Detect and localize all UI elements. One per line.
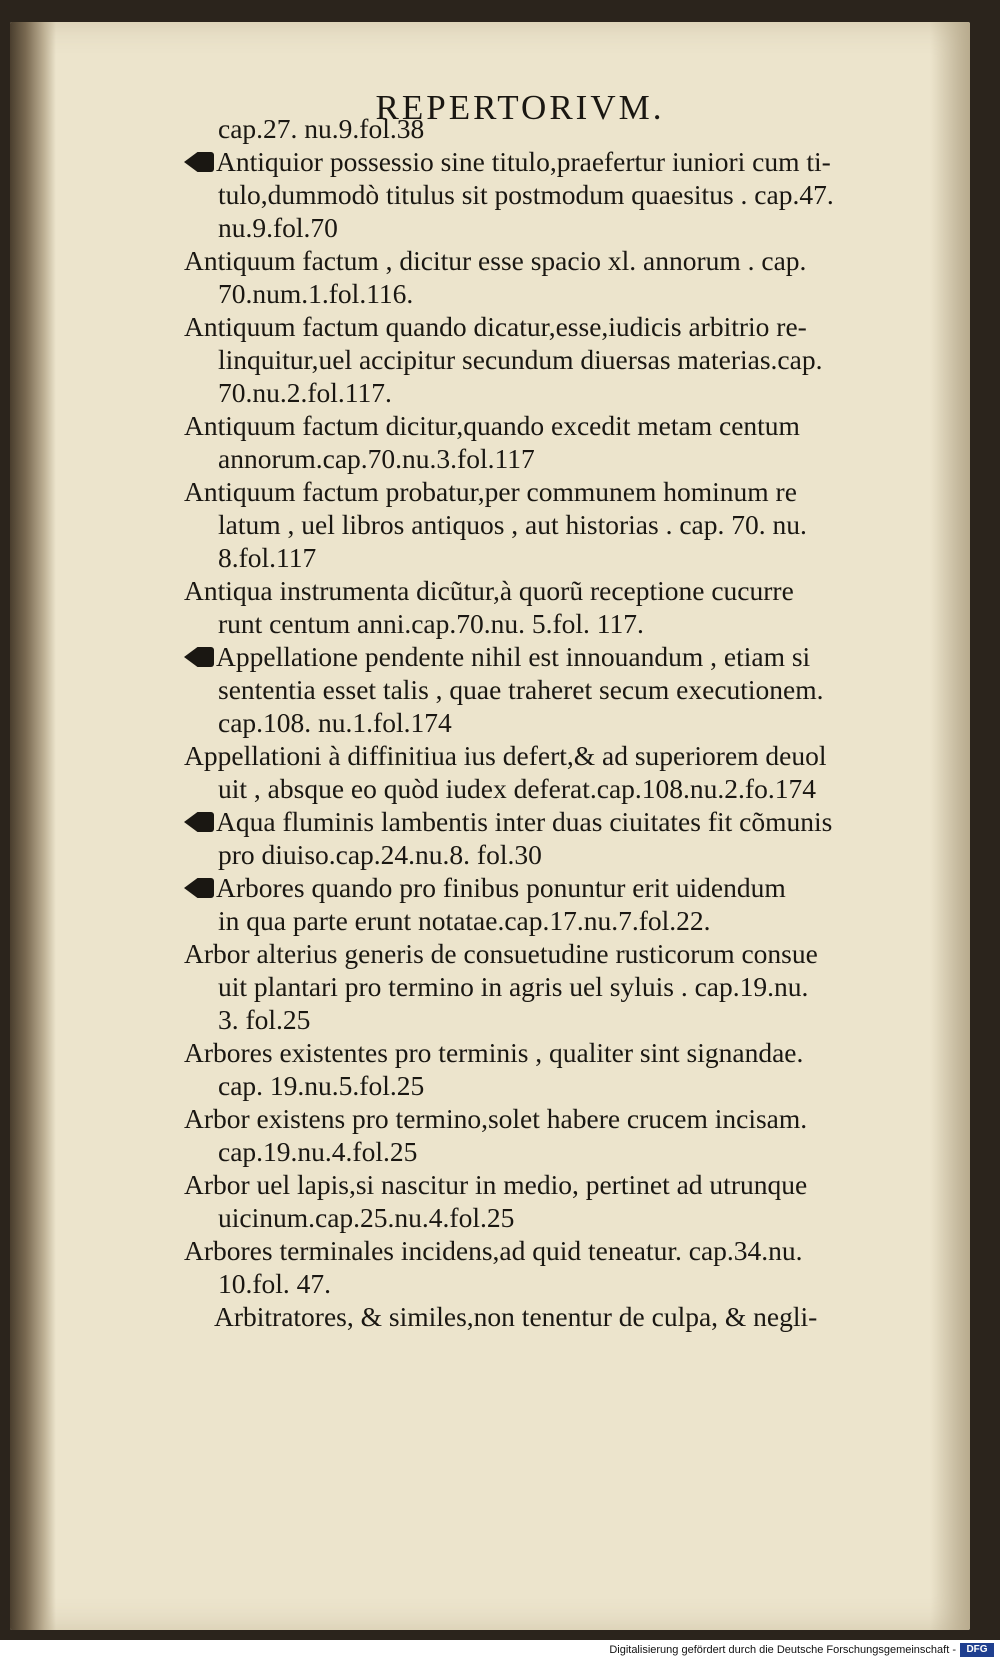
dfg-logo: DFG xyxy=(960,1643,994,1657)
line-text: 8.fol.117 xyxy=(218,542,317,573)
index-continuation-line xyxy=(170,1135,888,1168)
index-continuation-line xyxy=(170,706,888,739)
line-text: pro diuiso.cap.24.nu.8. fol.30 xyxy=(218,839,542,870)
index-continuation-line xyxy=(170,112,888,145)
line-text: Antiquior possessio sine titulo,praefertur iuniori cum ti- xyxy=(216,146,831,177)
line-text: Antiquum factum quando dicatur,esse,iudicis arbitrio re- xyxy=(184,311,807,342)
line-text: cap. 19.nu.5.fol.25 xyxy=(218,1070,425,1101)
line-text: Antiquum factum probatur,per communem hominum re xyxy=(184,476,797,507)
line-text: Arbor existens pro termino,solet habere crucem incisam. xyxy=(184,1103,808,1134)
index-entry-line xyxy=(170,1036,888,1069)
page-gutter xyxy=(10,22,56,1630)
index-entry-line xyxy=(170,640,888,673)
line-text: cap.27. nu.9.fol.38 xyxy=(218,113,425,144)
line-text: 3. fol.25 xyxy=(218,1004,311,1035)
line-text: cap.108. nu.1.fol.174 xyxy=(218,707,452,738)
running-header: REPERTORIVM. xyxy=(375,88,665,127)
index-continuation-line xyxy=(170,838,888,871)
index-continuation-line xyxy=(170,376,888,409)
line-text: Aqua fluminis lambentis inter duas ciuitates fit cõmunis xyxy=(216,806,833,837)
line-text: sententia esset talis , quae traheret secum executionem. xyxy=(218,674,824,705)
index-continuation-line xyxy=(170,178,888,211)
index-continuation-line xyxy=(170,1069,888,1102)
index-continuation-line xyxy=(170,772,888,805)
line-text: in qua parte erunt notatae.cap.17.nu.7.fol.22. xyxy=(218,905,711,936)
line-text: Antiquum factum dicitur,quando excedit metam centum xyxy=(184,410,800,441)
line-text: Arbores existentes pro terminis , qualiter sint signandae. xyxy=(184,1037,804,1068)
index-entry-line xyxy=(170,475,888,508)
pilcrow-icon xyxy=(184,878,214,898)
index-continuation-line xyxy=(170,343,888,376)
index-entry-line xyxy=(170,1300,888,1333)
line-text: cap.19.nu.4.fol.25 xyxy=(218,1136,418,1167)
index-continuation-line xyxy=(170,442,888,475)
index-entry-line xyxy=(170,244,888,277)
line-text: tulo,dummodò titulus sit postmodum quaesitus . cap.47. xyxy=(218,179,834,210)
line-text: Arbitratores, & similes,non tenentur de culpa, & negli- xyxy=(214,1301,818,1332)
index-continuation-line xyxy=(170,904,888,937)
pilcrow-icon xyxy=(184,647,214,667)
line-text: uit plantari pro termino in agris uel syluis . cap.19.nu. xyxy=(218,971,809,1002)
pilcrow-icon xyxy=(184,812,214,832)
index-continuation-line xyxy=(170,508,888,541)
line-text: Arbores terminales incidens,ad quid teneatur. cap.34.nu. xyxy=(184,1235,803,1266)
index-continuation-line xyxy=(170,1003,888,1036)
line-text: latum , uel libros antiquos , aut historias . cap. 70. nu. xyxy=(218,509,807,540)
index-continuation-line xyxy=(170,1267,888,1300)
index-continuation-line xyxy=(170,1201,888,1234)
index-continuation-line xyxy=(170,673,888,706)
line-text: Antiquum factum , dicitur esse spacio xl. annorum . cap. xyxy=(184,245,807,276)
line-text: Arbores quando pro finibus ponuntur erit uidendum xyxy=(216,872,786,903)
footer-credit: Digitalisierung gefördert durch die Deutsche Forschungsgemeinschaft - xyxy=(609,1644,956,1656)
line-text: 70.nu.2.fol.117. xyxy=(218,377,392,408)
index-entry-line xyxy=(170,1234,888,1267)
line-text: Appellatione pendente nihil est innouandum , etiam si xyxy=(216,641,811,672)
page-edge xyxy=(930,22,970,1630)
index-entry-line xyxy=(170,574,888,607)
line-text: runt centum anni.cap.70.nu. 5.fol. 117. xyxy=(218,608,644,639)
line-text: linquitur,uel accipitur secundum diuersas materias.cap. xyxy=(218,344,823,375)
index-continuation-line xyxy=(170,541,888,574)
line-text: Antiqua instrumenta dicũtur,à quorũ receptione cucurre xyxy=(184,575,794,606)
line-text: 70.num.1.fol.116. xyxy=(218,278,414,309)
pilcrow-icon xyxy=(184,152,214,172)
index-entry-line xyxy=(170,145,888,178)
index-continuation-line xyxy=(170,970,888,1003)
index-entry-line xyxy=(170,1168,888,1201)
index-entry-line xyxy=(170,937,888,970)
index-entries xyxy=(170,112,888,1333)
index-entry-line xyxy=(170,409,888,442)
line-text: uicinum.cap.25.nu.4.fol.25 xyxy=(218,1202,515,1233)
index-entry-line xyxy=(170,739,888,772)
line-text: 10.fol. 47. xyxy=(218,1268,332,1299)
line-text: nu.9.fol.70 xyxy=(218,212,338,243)
index-entry-line xyxy=(170,310,888,343)
index-entry-line xyxy=(170,805,888,838)
index-continuation-line xyxy=(170,211,888,244)
index-entry-line xyxy=(170,1102,888,1135)
index-continuation-line xyxy=(170,277,888,310)
index-continuation-line xyxy=(170,607,888,640)
index-entry-line xyxy=(170,871,888,904)
line-text: annorum.cap.70.nu.3.fol.117 xyxy=(218,443,535,474)
line-text: Arbor alterius generis de consuetudine rusticorum consue xyxy=(184,938,818,969)
line-text: uit , absque eo quòd iudex deferat.cap.108.nu.2.fo.174 xyxy=(218,773,816,804)
line-text: Appellationi à diffinitiua ius defert,& ad superiorem deuol xyxy=(184,740,827,771)
line-text: Arbor uel lapis,si nascitur in medio, pertinet ad utrunque xyxy=(184,1169,808,1200)
